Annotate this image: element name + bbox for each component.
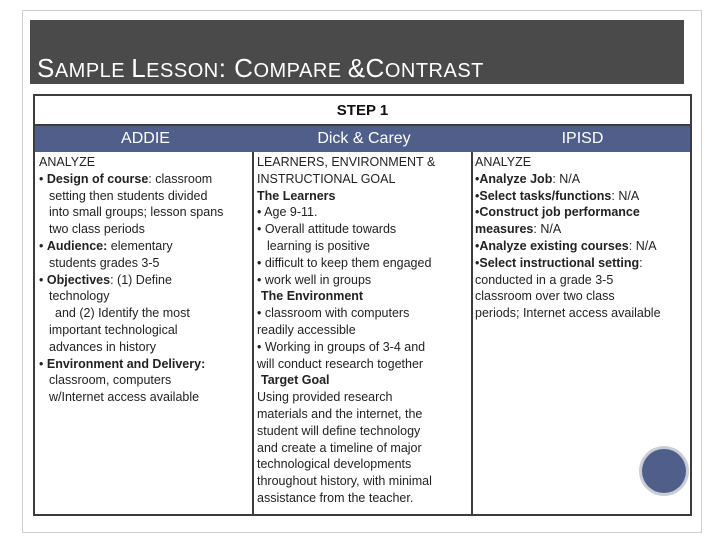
addie-heading: ANALYZE — [39, 155, 96, 169]
ipisd-line: •Analyze Job: N/A — [475, 171, 581, 186]
step-label: STEP 1 — [35, 96, 690, 126]
ipisd-line: •Select tasks/functions: N/A — [475, 188, 640, 203]
dc-line: • classroom with computers — [257, 306, 410, 321]
comparison-table — [33, 94, 692, 516]
addie-line: and (2) Identify the most — [55, 306, 190, 321]
dc-line: student will define technology — [257, 423, 421, 438]
dc-heading: INSTRUCTIONAL GOAL — [257, 171, 396, 186]
addie-cell — [39, 154, 252, 514]
dc-line: • difficult to keep them engaged — [257, 255, 432, 270]
dc-line: Using provided research — [257, 390, 393, 405]
dc-line: • Working in groups of 3-4 and — [257, 339, 426, 354]
dc-line: technological developments — [257, 457, 412, 472]
addie-line: into small groups; lesson spans — [49, 205, 224, 220]
dc-line: • work well in groups — [257, 272, 372, 287]
ipisd-heading: ANALYZE — [475, 155, 532, 169]
dc-line: readily accessible — [257, 322, 356, 337]
addie-line: • Environment and Delivery: — [39, 356, 206, 371]
column-divider — [471, 152, 473, 514]
addie-line: • Objectives: (1) Define — [39, 272, 172, 287]
dc-line: and create a timeline of major — [257, 440, 422, 455]
column-divider — [252, 152, 254, 514]
dc-heading: LEARNERS, ENVIRONMENT & — [257, 155, 436, 169]
dc-line: learning is positive — [267, 238, 370, 253]
addie-line: setting then students divided — [49, 188, 208, 203]
ipisd-line: •Select instructional setting: — [475, 255, 643, 270]
addie-line: • Design of course: classroom — [39, 171, 213, 186]
addie-line: advances in history — [49, 339, 157, 354]
addie-line: technology — [49, 289, 110, 304]
ipisd-line: conducted in a grade 3-5 — [475, 272, 614, 287]
ipisd-line: periods; Internet access available — [475, 306, 661, 321]
header-addie: ADDIE — [121, 130, 170, 147]
dc-line: throughout history, with minimal — [257, 474, 432, 489]
addie-line: • Audience: elementary — [39, 238, 173, 253]
dc-line: assistance from the teacher. — [257, 490, 414, 505]
addie-line: classroom, computers — [49, 373, 172, 388]
dc-line: will conduct research together — [257, 356, 424, 371]
decorative-circle — [642, 449, 686, 493]
ipisd-line: •Analyze existing courses: N/A — [475, 238, 657, 253]
dc-line: • Age 9-11. — [257, 205, 318, 220]
ipisd-line: classroom over two class — [475, 289, 615, 304]
dc-line: materials and the internet, the — [257, 406, 423, 421]
addie-line: important technological — [49, 322, 178, 337]
addie-line: two class periods — [49, 222, 145, 237]
ipisd-line: measures: N/A — [475, 222, 562, 237]
addie-line: w/Internet access available — [49, 390, 200, 405]
dc-subheading: The Environment — [261, 289, 364, 304]
dc-line: • Overall attitude towards — [257, 222, 397, 237]
dc-subheading: The Learners — [257, 188, 336, 203]
dick-carey-cell — [257, 154, 471, 514]
header-row — [35, 126, 690, 152]
addie-line: students grades 3-5 — [49, 255, 160, 270]
header-ipisd: IPISD — [561, 130, 604, 147]
slide-title: SAMPLE LESSON: COMPARE &CONTRAST — [37, 53, 484, 83]
ipisd-line: •Construct job performance — [475, 205, 640, 220]
dc-subheading: Target Goal — [261, 373, 330, 388]
header-dick-carey: Dick & Carey — [317, 130, 411, 147]
